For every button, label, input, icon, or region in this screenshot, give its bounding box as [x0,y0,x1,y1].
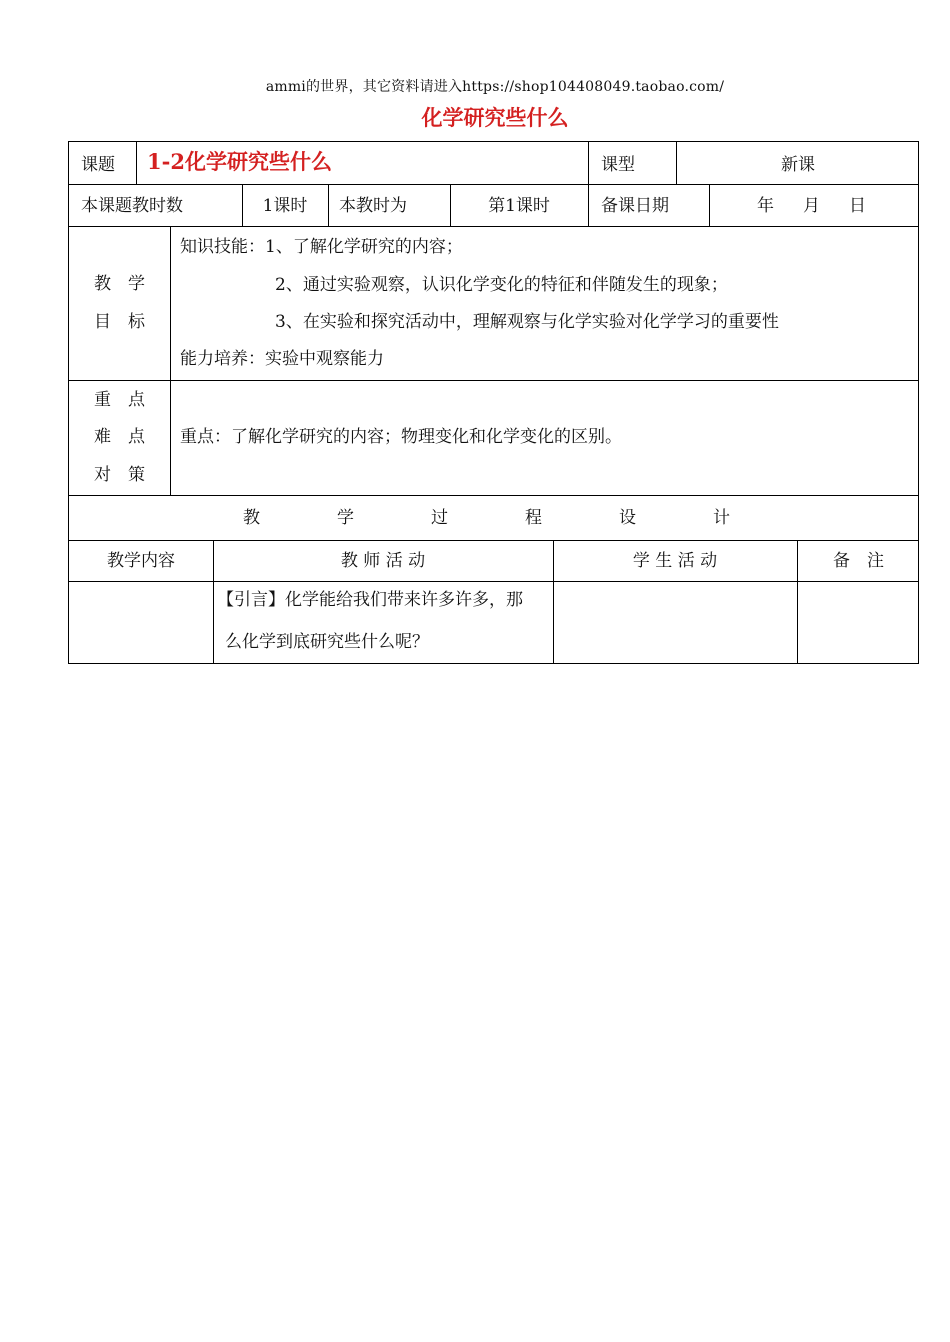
key-points-text: 重点：了解化学研究的内容；物理变化和化学变化的区别。 [180,427,622,447]
objective-line: 3、在实验和探究活动中，理解观察与化学实验对化学学习的重要性 [275,312,779,332]
key-label: 重 点 [94,390,145,410]
objective-line: 知识技能：1、了解化学研究的内容； [180,237,463,257]
row-hours [68,184,919,227]
topic-value: 1-2化学研究些什么 [147,149,332,174]
row-column-headers [68,540,919,582]
type-label: 课型 [601,155,635,175]
objectives-label-2: 目 标 [94,312,145,332]
row-teacher-line: 么化学到底研究些什么呢？ [225,632,429,652]
type-value: 新课 [781,155,815,175]
topic-label: 课题 [81,155,115,175]
row-teacher-line: 【引言】化学能给我们带来许多许多，那 [217,590,523,610]
objectives-label-1: 教 学 [94,274,145,294]
row-objectives [68,226,919,381]
row-topic [68,141,919,185]
current-label: 本教时为 [339,196,407,216]
row-process-heading [68,495,919,541]
header-note: ammi的世界，其它资料请进入https://shop104408049.taobao.com/ [265,79,725,95]
objective-line: 能力培养：实验中观察能力 [180,349,384,369]
process-heading: 教 学 过 程 设 计 [243,508,760,528]
key-label: 对 策 [94,465,145,485]
date-label: 备课日期 [601,196,669,216]
document-title: 化学研究些什么 [421,105,569,130]
row-key-points [68,380,919,496]
column-student: 学 生 活 动 [632,551,718,571]
hours-label: 本课题教时数 [81,196,183,216]
current-value: 第1课时 [488,196,550,216]
column-content: 教学内容 [107,551,175,571]
date-value: 年 月 日 [757,196,872,216]
hours-value: 1课时 [262,196,308,216]
objective-line: 2、通过实验观察，认识化学变化的特征和伴随发生的现象； [275,275,728,295]
column-remarks: 备 注 [833,551,884,571]
column-teacher: 教 师 活 动 [340,551,426,571]
table-row [68,581,919,664]
key-label: 难 点 [94,427,145,447]
